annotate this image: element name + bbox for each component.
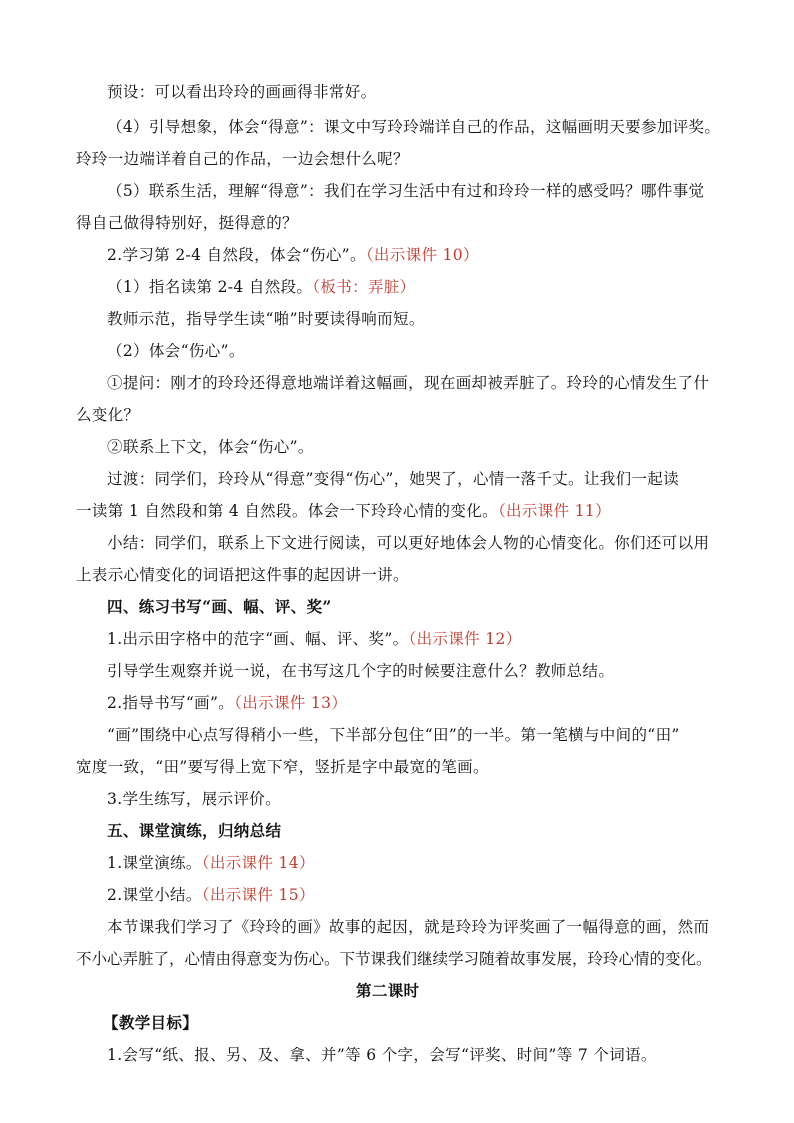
- text-line: 过渡：同学们，玲玲从“得意”变得“伤心”，她哭了，心情一落千丈。让我们一起读: [107, 470, 679, 488]
- text-line: （2）体会“伤心”。: [107, 342, 245, 360]
- text-line: ①提问：刚才的玲玲还得意地端详着这幅画，现在画却被弄脏了。玲玲的心情发生了什: [107, 374, 710, 392]
- courseware-reference: （出示课件 11）: [497, 502, 611, 520]
- courseware-reference: （出示课件 15）: [201, 886, 315, 904]
- text-line: [76, 501, 611, 521]
- text-line: 不小心弄脏了，心情由得意变为伤心。下节课我们继续学习随着故事发展，玲玲心情的变化。: [76, 950, 712, 968]
- text-line: [107, 853, 315, 873]
- text-line: [107, 885, 315, 905]
- text-line: （5）联系生活，理解“得意”：我们在学习生活中有过和玲玲一样的感受吗？哪件事觉: [107, 182, 705, 200]
- text-line: 本节课我们学习了《玲玲的画》故事的起因，就是玲玲为评奖画了一幅得意的画，然而: [107, 918, 710, 936]
- text-line: 宽度一致，“田”要写得上宽下窄，竖折是字中最宽的笔画。: [76, 758, 489, 776]
- text-line: [107, 693, 347, 713]
- courseware-reference: （出示课件 13）: [234, 694, 348, 712]
- text-line: 教师示范，指导学生读“啪”时要读得响而短。: [107, 310, 425, 328]
- lesson-title: 第二课时: [356, 981, 420, 1000]
- courseware-reference: （出示课件 12）: [408, 630, 522, 648]
- subsection-heading: 【教学目标】: [103, 1013, 199, 1032]
- text-segment: 2.课堂小结。: [107, 886, 202, 904]
- text-segment: （1）指名读第 2-4 自然段。: [107, 278, 313, 296]
- text-line: [107, 277, 415, 297]
- text-line: 上表示心情变化的词语把这件事的起因讲一讲。: [76, 566, 409, 584]
- courseware-reference: （出示课件 14）: [201, 854, 315, 872]
- text-line: 小结：同学们，联系上下文进行阅读，可以更好地体会人物的心情变化。你们还可以用: [107, 534, 710, 552]
- section-heading: 四、练习书写“画、幅、评、奖”: [107, 597, 332, 616]
- courseware-reference: （出示课件 10）: [365, 246, 479, 264]
- text-line: [107, 245, 479, 265]
- text-segment: 1.课堂演练。: [107, 854, 202, 872]
- section-heading: 五、课堂演练，归纳总结: [107, 821, 282, 840]
- text-line: ②联系上下文，体会“伤心”。: [107, 438, 314, 456]
- blackboard-note: （板书：弄脏）: [312, 278, 416, 296]
- text-line: 预设：可以看出玲玲的画画得非常好。: [107, 83, 377, 101]
- text-line: 1.会写“纸、报、另、及、拿、并”等 6 个字，会写“评奖、时间”等 7 个词语。: [107, 1046, 657, 1064]
- text-segment: 一读第 1 自然段和第 4 自然段。体会一下玲玲心情的变化。: [76, 502, 498, 520]
- text-line: 玲玲一边端详着自己的作品，一边会想什么呢？: [76, 150, 409, 168]
- text-line: （4）引导想象，体会“得意”：课文中写玲玲端详自己的作品，这幅画明天要参加评奖。: [107, 118, 721, 136]
- text-line: 3.学生练写，展示评价。: [107, 790, 281, 808]
- text-segment: 2.指导书写“画”。: [107, 694, 235, 712]
- text-segment: 1.出示田字格中的范字“画、幅、评、奖”。: [107, 630, 409, 648]
- text-segment: 2.学习第 2-4 自然段，体会“伤心”。: [107, 246, 366, 264]
- text-line: “画”围绕中心点写得稍小一些，下半部分包住“田”的一半。第一笔横与中间的“田”: [107, 726, 680, 744]
- text-line: 么变化？: [76, 406, 140, 424]
- text-line: 得自己做得特别好，挺得意的？: [76, 214, 298, 232]
- text-line: [107, 629, 522, 649]
- text-line: 引导学生观察并说一说，在书写这几个字的时候要注意什么？教师总结。: [107, 662, 615, 680]
